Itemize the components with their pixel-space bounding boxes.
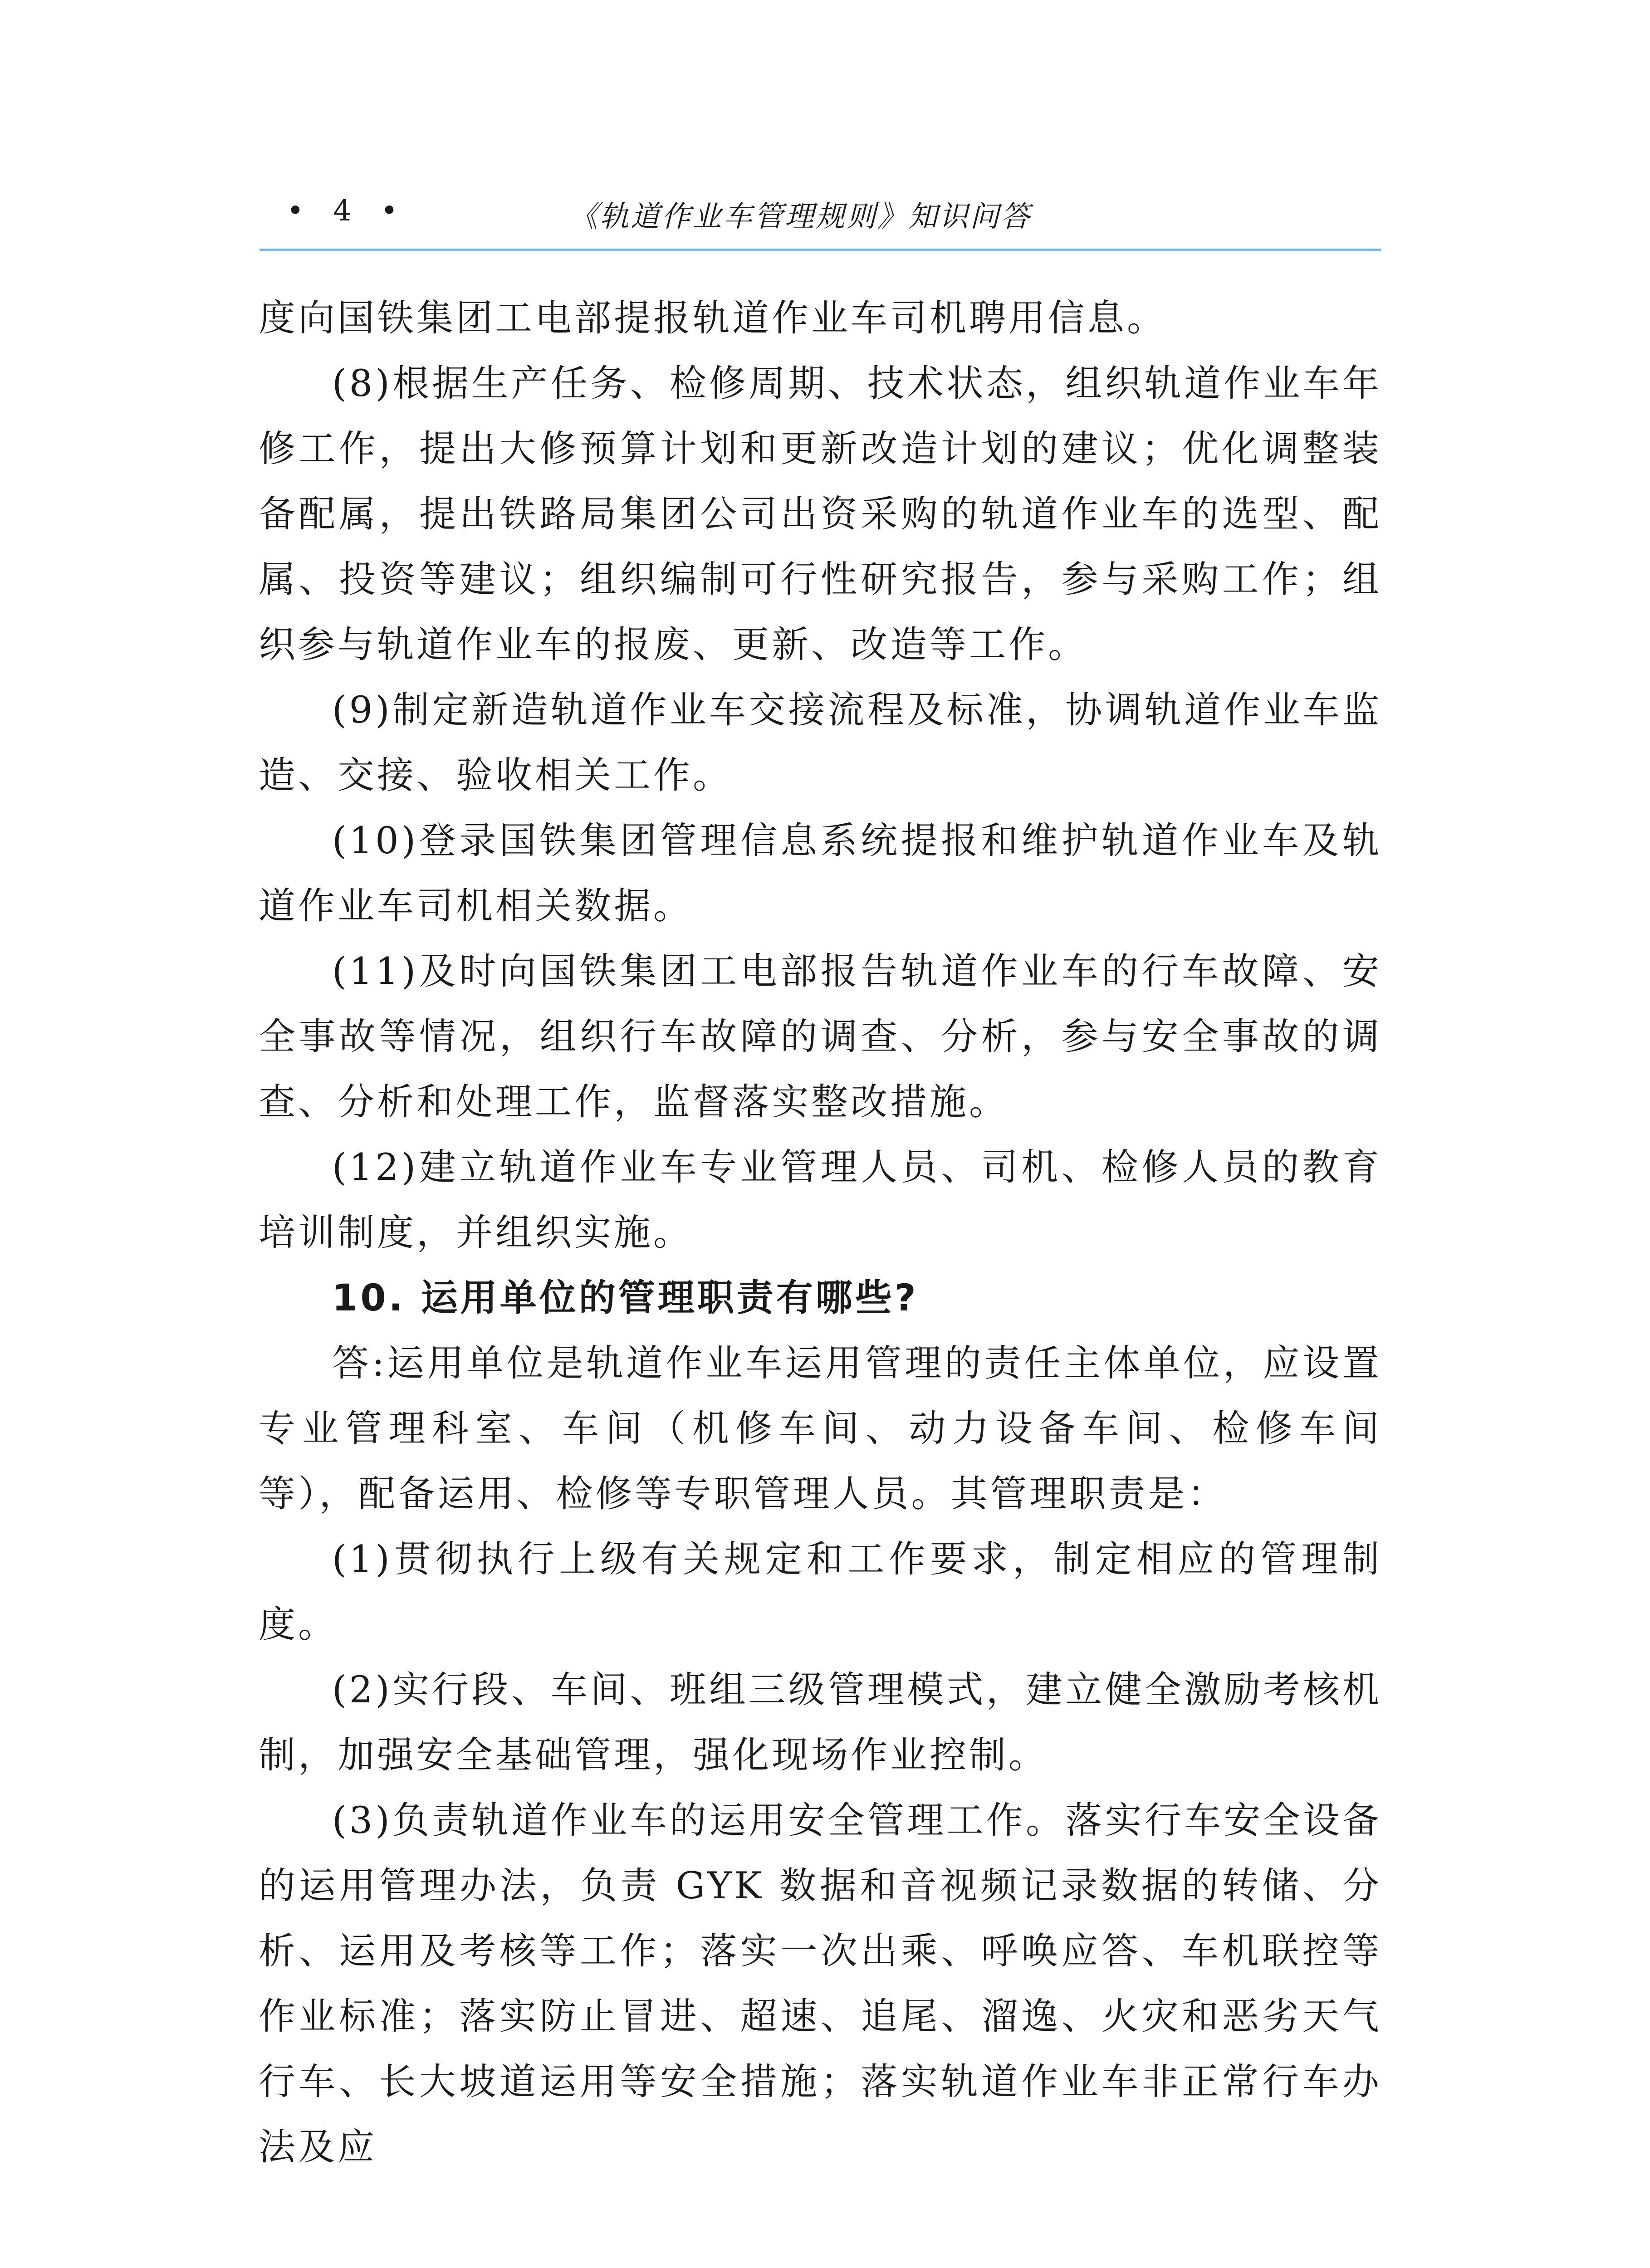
paragraph-item-8: (8)根据生产任务、检修周期、技术状态，组织轨道作业车年修工作，提出大修预算计划和更新改造计划的建议；优化调整装备配属，提出铁路局集团公司出资采购的轨道作业车的选型、配属、投资等建议；组织编制可行性研究报告，参与采购工作；组织参与轨道作业车的报废、更新、改造等工作。 [259, 362, 1382, 666]
answer-item-2: (2)实行段、车间、班组三级管理模式，建立健全激励考核机制，加强安全基础管理，强化现场作业控制。 [259, 1669, 1382, 1777]
paragraph-item-10: (10)登录国铁集团管理信息系统提报和维护轨道作业车及轨道作业车司机相关数据。 [259, 820, 1382, 928]
question-10-heading: 10. 运用单位的管理职责有哪些? [332, 1277, 919, 1320]
paragraph-item-12: (12)建立轨道作业车专业管理人员、司机、检修人员的教育培训制度，并组织实施。 [259, 1146, 1382, 1254]
answer-intro: 答:运用单位是轨道作业车运用管理的责任主体单位，应设置专业管理科室、车间（机修车间、动力设备车间、检修车间等），配备运用、检修等专职管理人员。其管理职责是： [259, 1342, 1382, 1515]
paragraph-item-11: (11)及时向国铁集团工电部报告轨道作业车的行车故障、安全事故等情况，组织行车故障的调查、分析，参与安全事故的调查、分析和处理工作，监督落实整改措施。 [259, 950, 1382, 1124]
answer-item-3: (3)负责轨道作业车的运用安全管理工作。落实行车安全设备的运用管理办法，负责 GYK 数据和音视频记录数据的转储、分析、运用及考核等工作；落实一次出乘、呼唤应答、车机联控等作业标准；落实防止冒进、超速、追尾、溜逸、火灾和恶劣天气行车、长大坡道运用等安全措施；落实轨道作业车非正常行车办法及应 [259, 1799, 1382, 2169]
paragraph-item-9: (9)制定新造轨道作业车交接流程及标准，协调轨道作业车监造、交接、验收相关工作。 [259, 689, 1382, 797]
running-title: 《轨道作业车管理规则》知识问答 [569, 200, 1032, 234]
answer-item-1: (1)贯彻执行上级有关规定和工作要求，制定相应的管理制度。 [259, 1538, 1382, 1646]
paragraph-continuation: 度向国铁集团工电部提报轨道作业车司机聘用信息。 [259, 297, 1167, 340]
page-header [259, 190, 1381, 240]
body-text [259, 286, 1382, 2180]
page-number: • 4 • [287, 194, 408, 228]
header-divider [259, 249, 1381, 251]
